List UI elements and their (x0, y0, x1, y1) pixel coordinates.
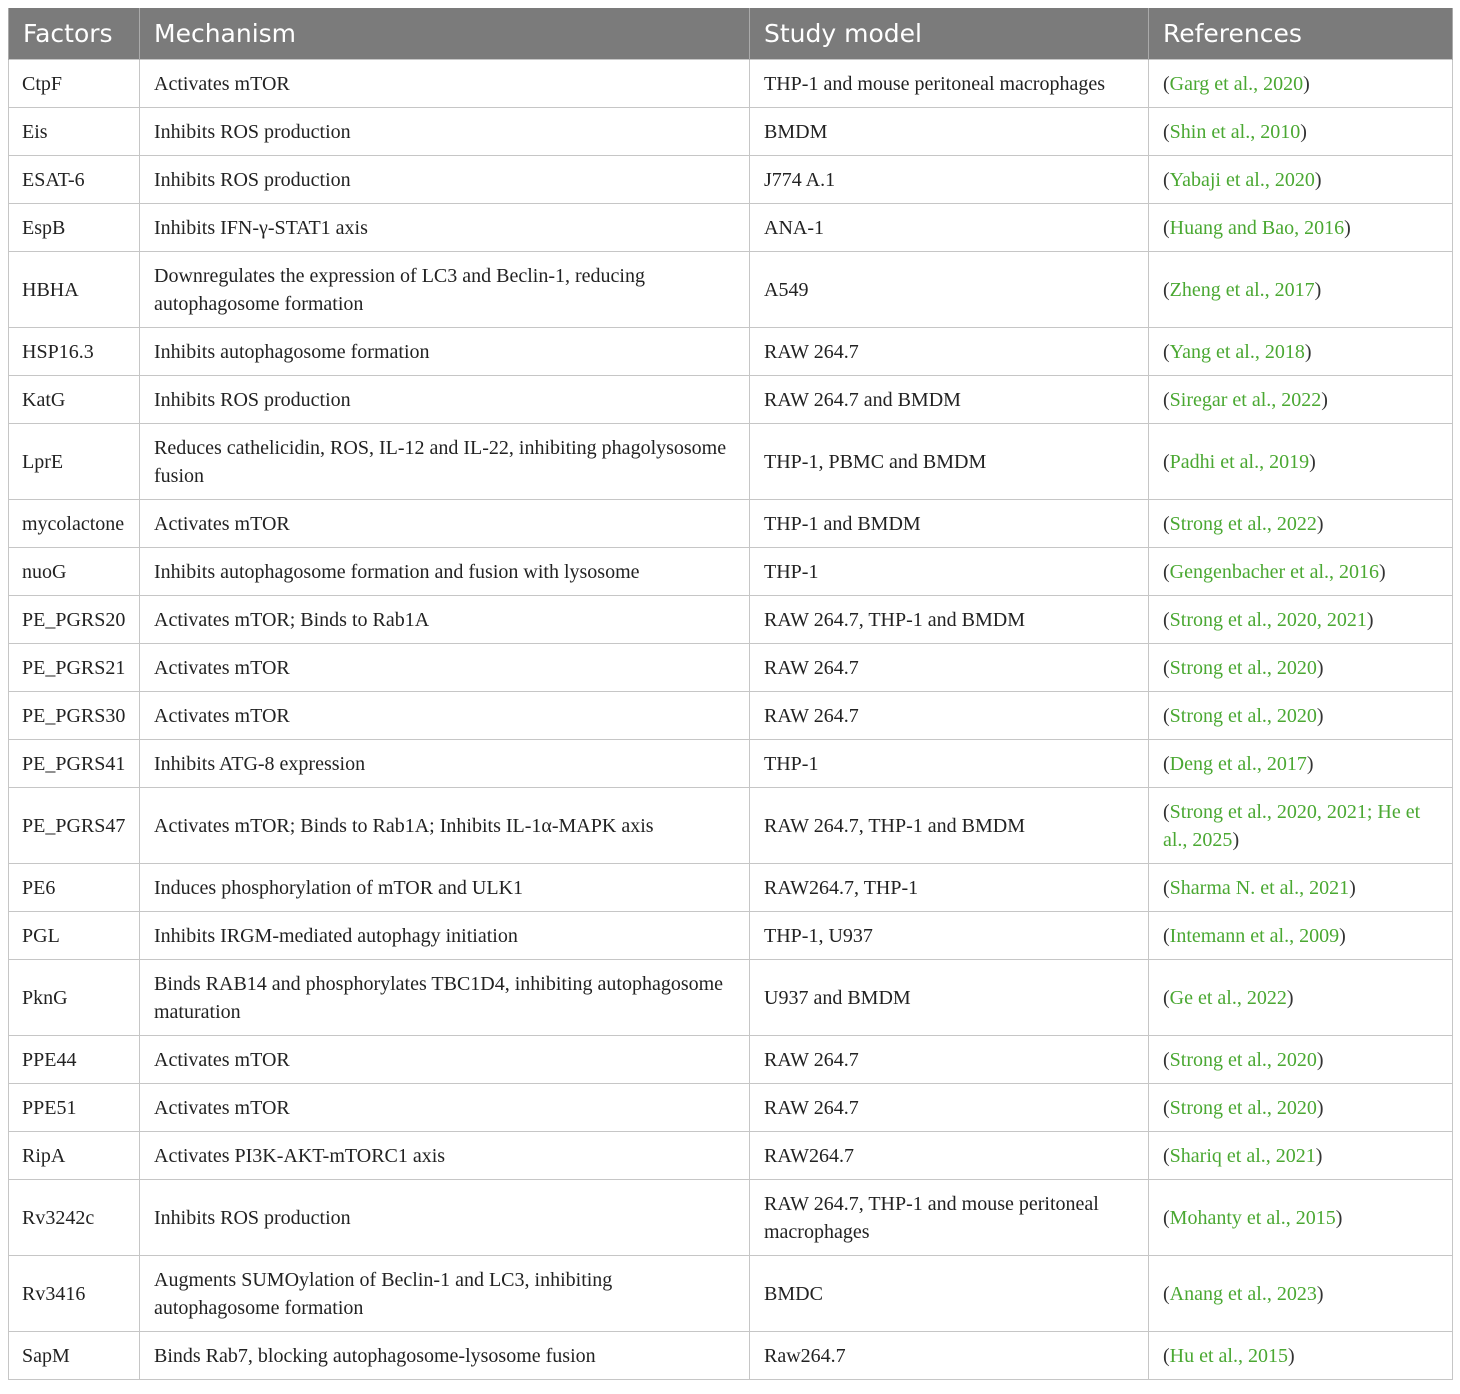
factor-cell: PPE51 (9, 1084, 140, 1132)
factor-cell: PGL (9, 912, 140, 960)
factor-cell: KatG (9, 376, 140, 424)
table-row (9, 500, 1453, 548)
factor-cell: EspB (9, 204, 140, 252)
table-row (9, 156, 1453, 204)
ref-open: ( (1163, 340, 1170, 363)
ref-open: ( (1163, 656, 1170, 679)
study-model-cell: THP-1 and mouse peritoneal macrophages (750, 60, 1149, 108)
ref-close: ) (1316, 1096, 1324, 1119)
table-row (9, 864, 1453, 912)
ref-close: ) (1232, 828, 1240, 851)
study-model-cell: RAW 264.7 and BMDM (750, 376, 1149, 424)
mechanism-cell: Activates PI3K-AKT-mTORC1 axis (140, 1132, 750, 1180)
reference-cell (1149, 500, 1453, 548)
ref-close: ) (1303, 72, 1310, 95)
reference-link[interactable]: Intemann et al., 2009 (1169, 924, 1340, 947)
reference-cell (1149, 424, 1453, 500)
study-model-cell: RAW 264.7 (750, 1084, 1149, 1132)
table-row (9, 548, 1453, 596)
reference-link[interactable]: Strong et al., 2020 (1169, 704, 1317, 727)
ref-open: ( (1163, 924, 1170, 947)
ref-close: ) (1315, 1144, 1323, 1167)
study-model-cell: ANA-1 (750, 204, 1149, 252)
study-model-cell: BMDM (750, 108, 1149, 156)
ref-close: ) (1314, 278, 1322, 301)
factor-cell: LprE (9, 424, 140, 500)
study-model-cell: RAW264.7 (750, 1132, 1149, 1180)
ref-open: ( (1163, 1048, 1170, 1071)
factor-cell: PE_PGRS30 (9, 692, 140, 740)
ref-close: ) (1286, 986, 1294, 1009)
study-model-cell: RAW 264.7, THP-1 and BMDM (750, 788, 1149, 864)
reference-link[interactable]: Siregar et al., 2022 (1169, 388, 1322, 411)
ref-open: ( (1163, 278, 1170, 301)
reference-cell (1149, 740, 1453, 788)
ref-open: ( (1163, 120, 1170, 143)
mechanism-cell: Inhibits ROS production (140, 156, 750, 204)
reference-cell (1149, 788, 1453, 864)
table-row (9, 644, 1453, 692)
reference-link[interactable]: Padhi et al., 2019 (1169, 450, 1310, 473)
ref-close: ) (1321, 388, 1328, 411)
reference-cell (1149, 548, 1453, 596)
reference-cell (1149, 60, 1453, 108)
ref-open: ( (1163, 450, 1170, 473)
mechanism-cell: Activates mTOR (140, 1036, 750, 1084)
study-model-cell: RAW 264.7 (750, 1036, 1149, 1084)
reference-link[interactable]: Zheng et al., 2017 (1169, 278, 1315, 301)
study-model-cell: J774 A.1 (750, 156, 1149, 204)
ref-close: ) (1316, 1282, 1324, 1305)
table-row (9, 1036, 1453, 1084)
table-row (9, 1256, 1453, 1332)
reference-link[interactable]: Strong et al., 2022 (1169, 512, 1317, 535)
mechanism-cell: Activates mTOR (140, 692, 750, 740)
ref-open: ( (1163, 986, 1170, 1009)
mechanism-cell: Activates mTOR (140, 644, 750, 692)
ref-open: ( (1163, 168, 1170, 191)
reference-cell (1149, 960, 1453, 1036)
mechanism-cell: Activates mTOR (140, 500, 750, 548)
reference-cell (1149, 1084, 1453, 1132)
header-row (9, 8, 1453, 60)
factor-cell: Rv3242c (9, 1180, 140, 1256)
study-model-cell: THP-1, PBMC and BMDM (750, 424, 1149, 500)
mechanism-cell: Activates mTOR (140, 60, 750, 108)
reference-cell (1149, 1332, 1453, 1380)
header-mechanism: Mechanism (140, 8, 750, 60)
reference-link[interactable]: Ge et al., 2022 (1169, 986, 1287, 1009)
table-row (9, 1084, 1453, 1132)
ref-close: ) (1316, 656, 1324, 679)
mechanism-cell: Inhibits autophagosome formation (140, 328, 750, 376)
factor-cell: CtpF (9, 60, 140, 108)
mechanism-cell: Induces phosphorylation of mTOR and ULK1 (140, 864, 750, 912)
factor-cell: PE6 (9, 864, 140, 912)
table-row (9, 960, 1453, 1036)
reference-cell (1149, 328, 1453, 376)
reference-cell (1149, 1132, 1453, 1180)
study-model-cell: A549 (750, 252, 1149, 328)
table-row (9, 328, 1453, 376)
table-row (9, 1332, 1453, 1380)
ref-open: ( (1163, 608, 1170, 631)
ref-open: ( (1163, 876, 1170, 899)
header-study-model: Study model (750, 8, 1149, 60)
virulence-factors-table (8, 8, 1453, 1380)
factor-cell: PE_PGRS47 (9, 788, 140, 864)
mechanism-cell: Reduces cathelicidin, ROS, IL-12 and IL-22, inhibiting phagolysosome fusion (140, 424, 750, 500)
ref-close: ) (1335, 1206, 1343, 1229)
factor-cell: nuoG (9, 548, 140, 596)
reference-link[interactable]: Sharma N. et al., 2021 (1169, 876, 1350, 899)
mechanism-cell: Inhibits ROS production (140, 376, 750, 424)
mechanism-cell: Inhibits IRGM-mediated autophagy initiation (140, 912, 750, 960)
reference-cell (1149, 1036, 1453, 1084)
table-row (9, 788, 1453, 864)
ref-open: ( (1163, 1282, 1170, 1305)
reference-cell (1149, 596, 1453, 644)
reference-link[interactable]: Yabaji et al., 2020 (1169, 168, 1315, 191)
study-model-cell: RAW 264.7 (750, 644, 1149, 692)
ref-close: ) (1300, 120, 1307, 143)
ref-open: ( (1163, 560, 1170, 583)
study-model-cell: BMDC (750, 1256, 1149, 1332)
reference-cell (1149, 156, 1453, 204)
mechanism-cell: Activates mTOR; Binds to Rab1A (140, 596, 750, 644)
table-row (9, 596, 1453, 644)
reference-cell (1149, 376, 1453, 424)
table-row (9, 692, 1453, 740)
factor-cell: PknG (9, 960, 140, 1036)
ref-close: ) (1379, 560, 1386, 583)
study-model-cell: Raw264.7 (750, 1332, 1149, 1380)
ref-close: ) (1344, 216, 1351, 239)
ref-close: ) (1366, 608, 1374, 631)
ref-open: ( (1163, 1206, 1170, 1229)
study-model-cell: RAW 264.7 (750, 692, 1149, 740)
mechanism-cell: Inhibits IFN-γ-STAT1 axis (140, 204, 750, 252)
study-model-cell: THP-1 and BMDM (750, 500, 1149, 548)
study-model-cell: U937 and BMDM (750, 960, 1149, 1036)
reference-link[interactable]: Strong et al., 2020 (1169, 1096, 1317, 1119)
mechanism-cell: Inhibits ROS production (140, 1180, 750, 1256)
reference-cell (1149, 252, 1453, 328)
header-references: References (1149, 8, 1453, 60)
reference-link[interactable]: Mohanty et al., 2015 (1169, 1206, 1336, 1229)
ref-open: ( (1163, 800, 1170, 823)
reference-link[interactable]: Strong et al., 2020, 2021 (1169, 608, 1367, 631)
reference-link[interactable]: Shariq et al., 2021 (1169, 1144, 1316, 1167)
factor-cell: HBHA (9, 252, 140, 328)
reference-cell (1149, 204, 1453, 252)
mechanism-cell: Augments SUMOylation of Beclin-1 and LC3, inhibiting autophagosome formation (140, 1256, 750, 1332)
reference-link[interactable]: Strong et al., 2020 (1169, 656, 1317, 679)
factor-cell: Rv3416 (9, 1256, 140, 1332)
study-model-cell: RAW 264.7, THP-1 and BMDM (750, 596, 1149, 644)
ref-close: ) (1304, 340, 1312, 363)
factor-cell: PE_PGRS21 (9, 644, 140, 692)
ref-close: ) (1349, 876, 1356, 899)
mechanism-cell: Binds RAB14 and phosphorylates TBC1D4, inhibiting autophagosome maturation (140, 960, 750, 1036)
factor-cell: RipA (9, 1132, 140, 1180)
ref-open: ( (1163, 1344, 1170, 1367)
ref-close: ) (1316, 512, 1324, 535)
mechanism-cell: Inhibits ROS production (140, 108, 750, 156)
reference-link[interactable]: Strong et al., 2020 (1169, 1048, 1317, 1071)
ref-open: ( (1163, 704, 1170, 727)
ref-close: ) (1314, 168, 1322, 191)
ref-close: ) (1339, 924, 1346, 947)
reference-link[interactable]: Garg et al., 2020 (1169, 72, 1304, 95)
reference-link[interactable]: Anang et al., 2023 (1169, 1282, 1317, 1305)
ref-close: ) (1316, 704, 1324, 727)
reference-link[interactable]: Shin et al., 2010 (1169, 120, 1301, 143)
reference-cell (1149, 644, 1453, 692)
reference-link[interactable]: Yang et al., 2018 (1169, 340, 1305, 363)
mechanism-cell: Binds Rab7, blocking autophagosome-lysosome fusion (140, 1332, 750, 1380)
header-factors: Factors (9, 8, 140, 60)
table-container (8, 8, 1452, 1380)
table-row (9, 376, 1453, 424)
table-row (9, 1180, 1453, 1256)
table-row (9, 1132, 1453, 1180)
factor-cell: Eis (9, 108, 140, 156)
reference-cell (1149, 692, 1453, 740)
factor-cell: ESAT-6 (9, 156, 140, 204)
factor-cell: PE_PGRS20 (9, 596, 140, 644)
table-row (9, 424, 1453, 500)
ref-open: ( (1163, 216, 1170, 239)
mechanism-cell: Activates mTOR (140, 1084, 750, 1132)
study-model-cell: THP-1, U937 (750, 912, 1149, 960)
study-model-cell: THP-1 (750, 740, 1149, 788)
ref-close: ) (1287, 1344, 1295, 1367)
reference-link[interactable]: Deng et al., 2017 (1169, 752, 1307, 775)
study-model-cell: RAW 264.7 (750, 328, 1149, 376)
factor-cell: PE_PGRS41 (9, 740, 140, 788)
reference-cell (1149, 1256, 1453, 1332)
ref-close: ) (1309, 450, 1316, 473)
reference-link[interactable]: Strong et al., 2020, 2021; He et al., 2025 (1163, 800, 1421, 851)
mechanism-cell: Inhibits autophagosome formation and fusion with lysosome (140, 548, 750, 596)
ref-close: ) (1306, 752, 1314, 775)
mechanism-cell: Activates mTOR; Binds to Rab1A; Inhibits IL-1α-MAPK axis (140, 788, 750, 864)
table-row (9, 252, 1453, 328)
reference-cell (1149, 1180, 1453, 1256)
table-row (9, 108, 1453, 156)
study-model-cell: RAW264.7, THP-1 (750, 864, 1149, 912)
ref-open: ( (1163, 512, 1170, 535)
factor-cell: HSP16.3 (9, 328, 140, 376)
reference-cell (1149, 912, 1453, 960)
table-row (9, 204, 1453, 252)
ref-open: ( (1163, 1144, 1170, 1167)
reference-link[interactable]: Gengenbacher et al., 2016 (1169, 560, 1380, 583)
factor-cell: mycolactone (9, 500, 140, 548)
ref-open: ( (1163, 1096, 1170, 1119)
table-row (9, 912, 1453, 960)
factor-cell: SapM (9, 1332, 140, 1380)
study-model-cell: RAW 264.7, THP-1 and mouse peritoneal macrophages (750, 1180, 1149, 1256)
ref-open: ( (1163, 388, 1170, 411)
ref-open: ( (1163, 752, 1170, 775)
reference-cell (1149, 108, 1453, 156)
mechanism-cell: Inhibits ATG-8 expression (140, 740, 750, 788)
ref-close: ) (1316, 1048, 1324, 1071)
mechanism-cell: Downregulates the expression of LC3 and Beclin-1, reducing autophagosome formation (140, 252, 750, 328)
table-row (9, 60, 1453, 108)
factor-cell: PPE44 (9, 1036, 140, 1084)
study-model-cell: THP-1 (750, 548, 1149, 596)
reference-cell (1149, 864, 1453, 912)
reference-link[interactable]: Hu et al., 2015 (1169, 1344, 1288, 1367)
table-row (9, 740, 1453, 788)
ref-open: ( (1163, 72, 1170, 95)
reference-link[interactable]: Huang and Bao, 2016 (1169, 216, 1345, 239)
